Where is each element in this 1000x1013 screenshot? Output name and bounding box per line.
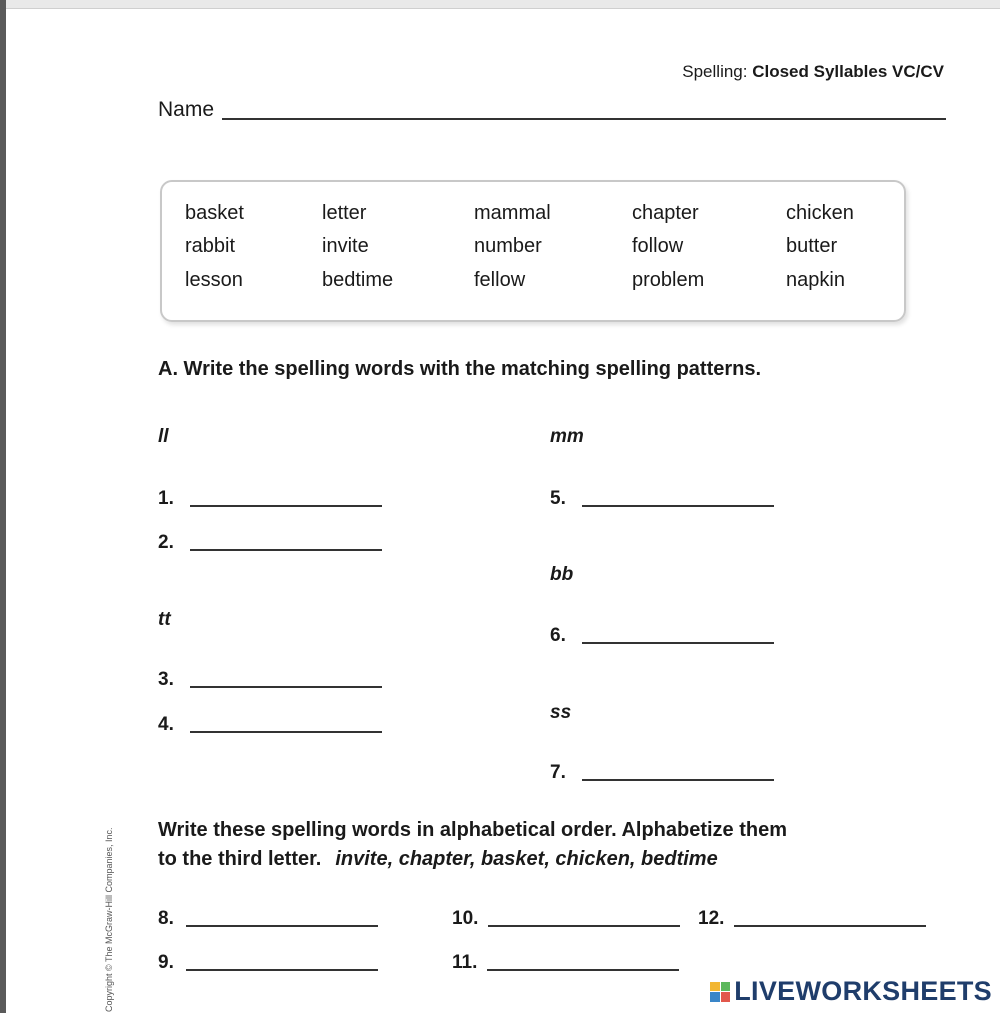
section-b-instruction-line1: Write these spelling words in alphabetical order. Alphabetize them — [158, 819, 788, 841]
item-number: 12. — [698, 908, 725, 929]
pattern-mm: mm — [550, 426, 584, 447]
liveworksheets-logo-icon — [710, 982, 730, 1002]
logo-square — [710, 982, 720, 992]
item-number: 6. — [550, 625, 566, 646]
answer-line-12[interactable] — [734, 925, 926, 927]
copyright-notice: Copyright © The McGraw-Hill Companies, Inc. — [104, 827, 114, 1012]
answer-line-9[interactable] — [186, 969, 378, 971]
answer-line-6[interactable] — [582, 642, 774, 644]
worksheet-header — [682, 62, 944, 82]
spelling-word-box — [160, 180, 906, 322]
answer-item-7 — [550, 760, 774, 784]
item-number: 11. — [452, 952, 478, 973]
answer-line-8[interactable] — [186, 925, 378, 927]
word-napkin: napkin — [786, 269, 845, 291]
item-number: 7. — [550, 762, 566, 783]
pattern-tt: tt — [158, 609, 171, 630]
word-mammal: mammal — [474, 202, 551, 224]
item-number: 5. — [550, 488, 566, 509]
word-invite: invite — [322, 235, 369, 257]
answer-item-9 — [158, 950, 378, 974]
name-field-row — [158, 98, 946, 124]
top-border — [0, 0, 1000, 9]
item-number: 1. — [158, 488, 174, 509]
section-a-instruction: A. Write the spelling words with the matching spelling patterns. — [158, 358, 762, 380]
word-letter: letter — [322, 202, 367, 224]
answer-item-2 — [158, 530, 382, 554]
answer-item-5 — [550, 486, 774, 510]
word-rabbit: rabbit — [185, 235, 236, 257]
answer-item-6 — [550, 623, 774, 647]
section-b-instruction-line2: to the third letter. — [158, 848, 322, 870]
logo-square — [721, 992, 731, 1002]
word-bedtime: bedtime — [322, 269, 394, 291]
pattern-ss: ss — [550, 702, 572, 723]
answer-item-4 — [158, 712, 382, 736]
answer-line-3[interactable] — [190, 686, 382, 688]
logo-square — [721, 982, 731, 992]
word-chicken: chicken — [786, 202, 854, 224]
answer-line-7[interactable] — [582, 779, 774, 781]
pattern-bb: bb — [550, 564, 574, 585]
answer-line-4[interactable] — [190, 731, 382, 733]
logo-square — [710, 992, 720, 1002]
left-border — [0, 0, 6, 1013]
item-number: 2. — [158, 532, 174, 553]
word-number: number — [474, 235, 542, 257]
answer-item-8 — [158, 906, 378, 930]
answer-line-2[interactable] — [190, 549, 382, 551]
word-lesson: lesson — [185, 269, 243, 291]
section-b-instruction — [158, 816, 918, 874]
answer-line-5[interactable] — [582, 505, 774, 507]
word-butter: butter — [786, 235, 838, 257]
word-chapter: chapter — [632, 202, 699, 224]
item-number: 10. — [452, 908, 479, 929]
answer-item-11 — [452, 950, 679, 974]
word-basket: basket — [185, 202, 244, 224]
section-b-word-list: invite, chapter, basket, chicken, bedtime — [335, 848, 718, 870]
answer-line-1[interactable] — [190, 505, 382, 507]
header-title: Closed Syllables VC/CV — [752, 62, 944, 81]
answer-line-10[interactable] — [488, 925, 680, 927]
pattern-ll: ll — [158, 426, 169, 447]
answer-item-1 — [158, 486, 382, 510]
name-input-line[interactable] — [222, 118, 946, 120]
item-number: 9. — [158, 952, 174, 973]
item-number: 8. — [158, 908, 174, 929]
logo-text: LIVEWORKSHEETS — [734, 976, 992, 1006]
item-number: 4. — [158, 714, 174, 735]
name-label: Name — [158, 98, 215, 121]
answer-item-3 — [158, 667, 382, 691]
word-problem: problem — [632, 269, 705, 291]
answer-item-12 — [698, 906, 926, 930]
liveworksheets-logo[interactable] — [710, 976, 992, 1007]
answer-item-10 — [452, 906, 680, 930]
answer-line-11[interactable] — [487, 969, 679, 971]
header-prefix: Spelling: — [682, 62, 753, 81]
word-follow: follow — [632, 235, 684, 257]
word-fellow: fellow — [474, 269, 526, 291]
item-number: 3. — [158, 669, 174, 690]
